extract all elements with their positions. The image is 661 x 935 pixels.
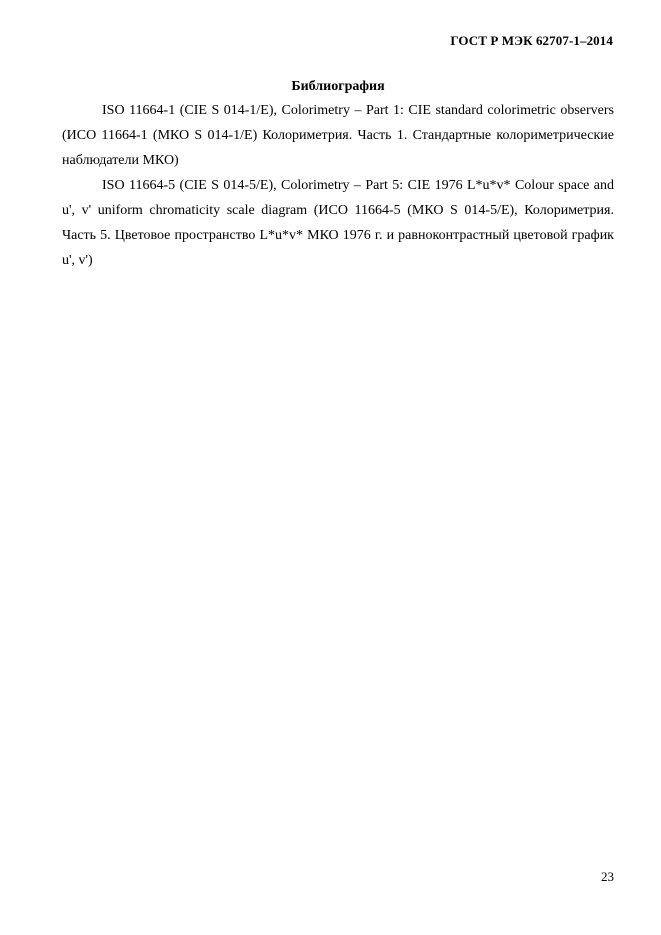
page-number: 23 bbox=[601, 869, 614, 884]
bibliography-section bbox=[62, 77, 614, 273]
bibliography-title: Библиография bbox=[291, 79, 385, 94]
bibliography-entry: ISO 11664-1 (CIE S 014-1/E), Colorimetry – Part 1: CIE standard colorimetric observers (ИСО 11664-1 (МКО S 014-1/E) Колориметрия. Часть 1. Стандартные колориметрические наблюдатели МКО) bbox=[62, 103, 614, 168]
bibliography-entry: ISO 11664-5 (CIE S 014-5/E), Colorimetry – Part 5: CIE 1976 L*u*v* Colour space and u', v' uniform chromaticity scale diagram (ИСО 11664-5 (МКО S 014-5/E), Колориметрия. Часть 5. Цветовое пространство L*u*v* МКО 1976 г. и равноконтрастный цветовой график u', v') bbox=[62, 178, 614, 268]
standard-code-header: ГОСТ Р МЭК 62707-1–2014 bbox=[450, 33, 613, 48]
